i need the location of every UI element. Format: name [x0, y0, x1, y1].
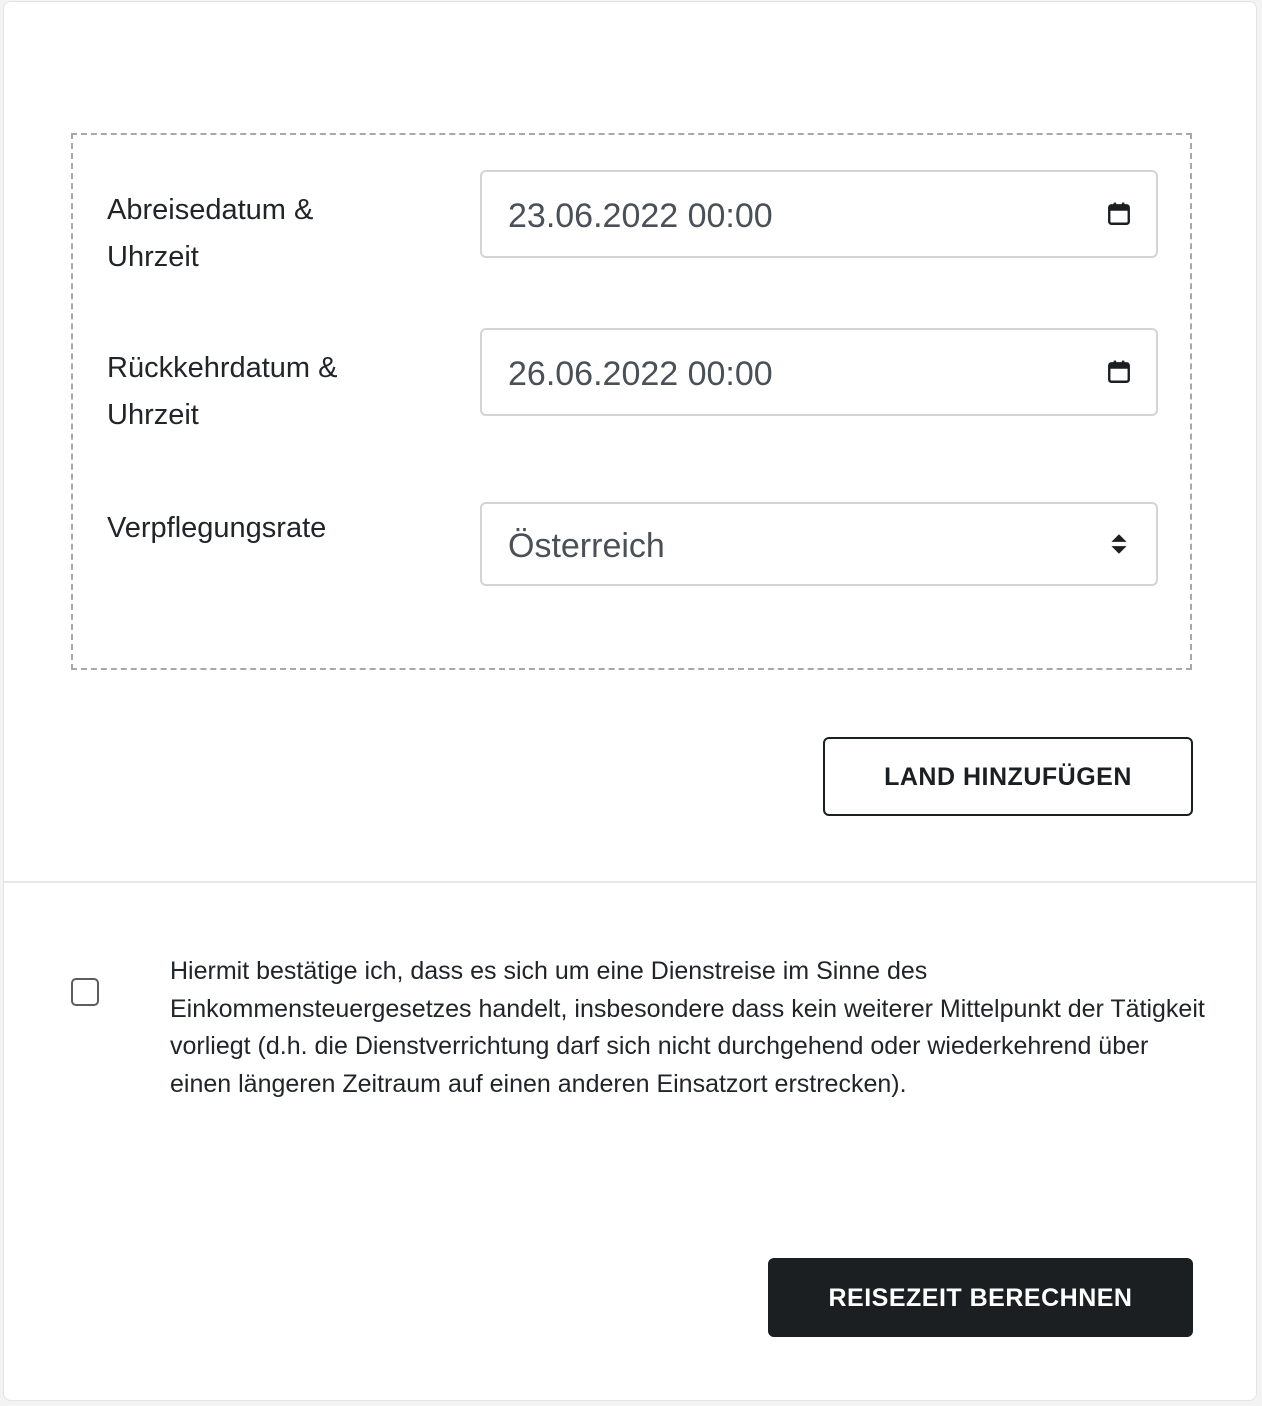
section-divider	[4, 881, 1256, 883]
meal-rate-value: Österreich	[508, 527, 665, 565]
return-datetime-input[interactable]	[480, 328, 1158, 416]
calculate-travel-time-button[interactable]: REISEZEIT BERECHNEN	[768, 1258, 1193, 1337]
calendar-icon[interactable]	[1106, 201, 1132, 227]
meal-rate-select[interactable]	[480, 502, 1158, 586]
departure-datetime-input[interactable]	[480, 170, 1158, 258]
departure-datetime-value: 23.06.2022 00:00	[508, 197, 773, 235]
meal-rate-label: Verpflegungsrate	[107, 512, 327, 544]
return-label: Rückkehrdatum & Uhrzeit	[107, 352, 338, 431]
return-datetime-value: 26.06.2022 00:00	[508, 355, 773, 393]
country-section	[71, 133, 1192, 670]
departure-label: Abreisedatum & Uhrzeit	[107, 194, 314, 273]
confirmation-checkbox[interactable]	[71, 978, 99, 1006]
travel-form-card	[3, 1, 1257, 1401]
calendar-icon[interactable]	[1106, 359, 1132, 385]
select-arrows-icon	[1106, 531, 1132, 557]
confirmation-text: Hiermit bestätige ich, dass es sich um eine Dienstreise im Sinne des Einkommensteuergesetzes handelt, insbesondere dass kein weiterer Mittelpunkt der Tätigkeit vorliegt (d.h. die Dienstverrichtung darf sich nicht durchgehend oder wiederkehrend über einen längeren Zeitraum auf einen anderen Einsatzort erstrecken).	[170, 957, 1205, 1098]
add-country-button[interactable]: LAND HINZUFÜGEN	[823, 737, 1193, 816]
